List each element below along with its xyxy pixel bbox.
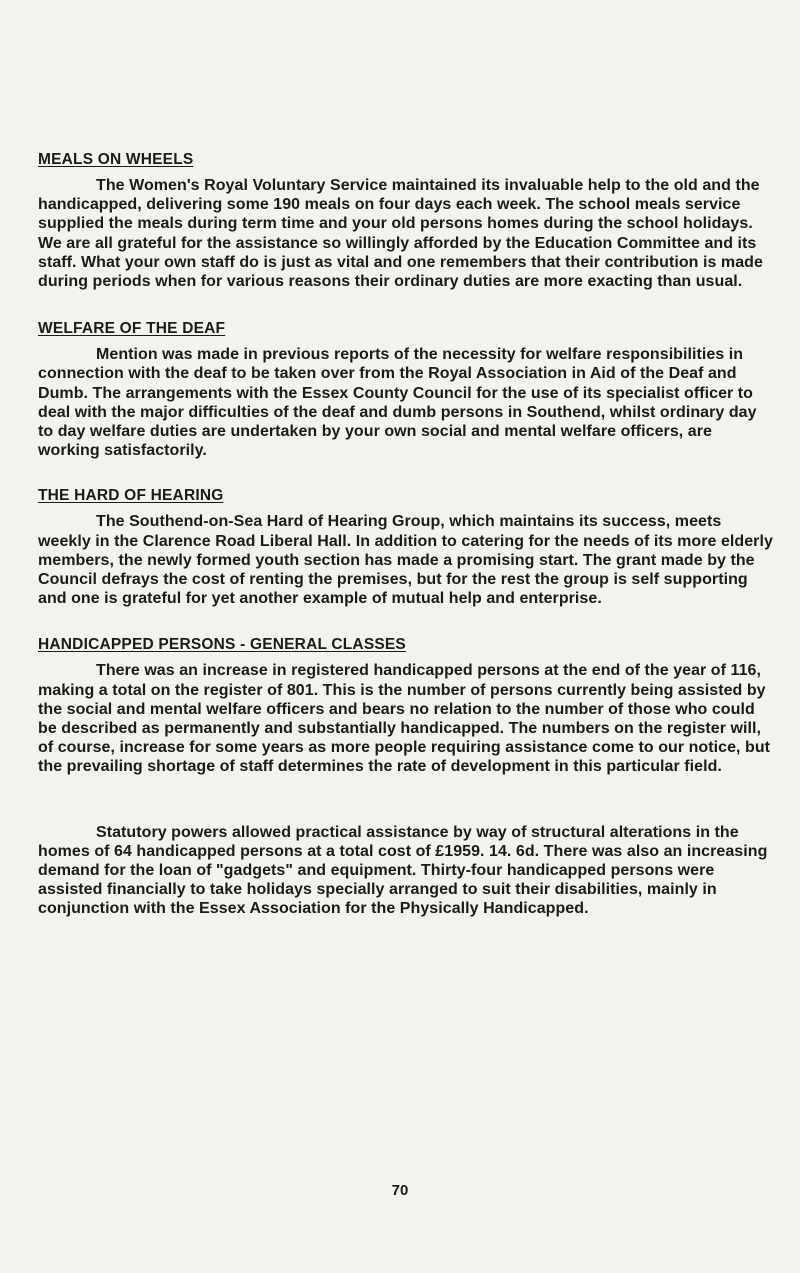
section-paragraph: Mention was made in previous reports of the necessity for welfare responsibilities in connection with the deaf to be taken over from the Royal Association in Aid of the Deaf and Dumb. The arrangements with the Essex County Council for the use of its specialist officer to deal with the major difficulties of the deaf and dumb persons in Southend, whilst ordinary day to day welfare duties are undertaken by your own social and mental welfare officers, are working satisfactorily. <box>38 346 757 460</box>
section-meals-on-wheels <box>38 150 773 291</box>
section-paragraph: The Women's Royal Voluntary Service maintained its invaluable help to the old and the handicapped, delivering some 190 meals on four days each week. The school meals service supplied the meals during term time and your old persons homes during the school holidays. We are all grateful for the assistance so willingly afforded by the Education Committee and its staff. What your own staff do is just as vital and one remembers that their contribution is made during periods when for various reasons their ordinary duties are more exacting than usual. <box>38 177 763 291</box>
page-number: 70 <box>391 1182 409 1199</box>
section-heading: WELFARE OF THE DEAF <box>38 320 226 338</box>
section-paragraph: There was an increase in registered handicapped persons at the end of the year of 116, making a total on the register of 801. This is the number of persons currently being assisted by the social and mental welfare officers and bears no relation to the number of those who could be described as permanently and substantially handicapped. The numbers on the register will, of course, increase for some years as more people requiring assistance come to our notice, but the prevailing shortage of staff determines the rate of development in this particular field. <box>38 662 771 776</box>
section-hard-of-hearing <box>38 486 773 608</box>
document-page <box>38 150 773 919</box>
section-heading: MEALS ON WHEELS <box>38 151 194 168</box>
section-paragraph: The Southend-on-Sea Hard of Hearing Group, which maintains its success, meets weekly in the Clarence Road Liberal Hall. In addition to catering for the needs of its more elderly members, the newly formed youth section has made a promising start. The grant made by the Council defrays the cost of renting the premises, but for the rest the group is self supporting and one is grateful for yet another example of mutual help and enterprise. <box>38 513 773 608</box>
section-welfare-of-the-deaf <box>38 319 773 460</box>
section-heading: THE HARD OF HEARING <box>38 487 224 505</box>
section-paragraph: Statutory powers allowed practical assistance by way of structural alterations in the homes of 64 handicapped persons at a total cost of £1959. 14. 6d. There was also an increasing demand for the loan of "gadgets" and equipment. Thirty-four handicapped persons were assisted financially to take holidays specially arranged to suit their disabilities, mainly in conjunction with the Essex Association for the Physically Handicapped. <box>38 823 768 918</box>
section-handicapped-persons <box>38 635 773 918</box>
section-heading: HANDICAPPED PERSONS - GENERAL CLASSES <box>38 636 406 654</box>
